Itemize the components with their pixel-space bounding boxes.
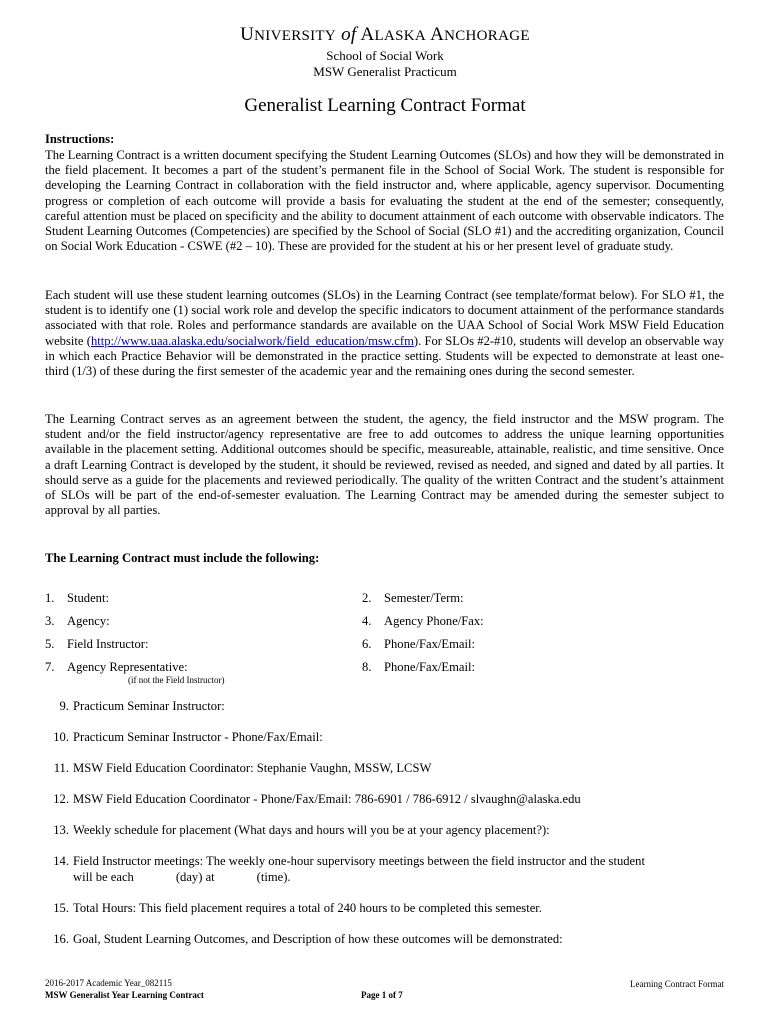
footer-document-label: Learning Contract Format [630, 979, 724, 989]
item-text: Practicum Seminar Instructor: [73, 699, 225, 713]
paragraph-text: The Learning Contract serves as an agreement between the student, the agency, the field instructor and the MSW program. The student and/or the field instructor/agency representative are free to add outcomes to address the unique learning opportunities available in the placement setting. Additional outcomes should be specific, measureable, attainable, realistic, and time sensitive. Once a draft Learning Contract is developed by the student, it should be reviewed, revised as needed, and signed and dated by all parties. It should serve as a guide for the placements and reviewed periodically. The quality of the written Contract and the student’s attainment of SLOs will be part of the end-of-semester evaluation. The Learning Contract may be amended during the semester subject to approval by all parties. [45, 412, 724, 518]
list-item [45, 791, 724, 807]
school-name: School of Social Work [326, 48, 444, 63]
univ-rest-nchorage: NCHORAGE [444, 28, 530, 44]
list-item [45, 853, 724, 885]
instructions-paragraph-2 [45, 288, 724, 379]
field-label: Agency Representative: [67, 660, 188, 674]
footer-page-number: Page 1 of 7 [361, 990, 403, 1000]
item-number: 14. [53, 854, 69, 868]
field-number: 3. [45, 614, 55, 628]
list-item [45, 698, 724, 714]
univ-rest-laska: LASKA [374, 28, 427, 44]
list-item [45, 822, 724, 838]
must-include-heading: The Learning Contract must include the following: [45, 551, 320, 565]
field-student [45, 591, 109, 606]
field-label: Field Instructor: [67, 637, 149, 651]
program-name: MSW Generalist Practicum [313, 64, 457, 79]
paragraph-text: ). For SLOs #2-#10, students will develop an observable way in which each Practice Behavior will be demonstrated in the practice setting. Students will be expected to demonstrate at least one-third (1/3) of these during the first semester of the academic year and the remaining ones during the second semester. [45, 333, 724, 379]
item-text [73, 853, 724, 885]
field-number: 8. [362, 660, 372, 674]
university-name [0, 24, 770, 46]
list-item [45, 729, 724, 745]
field-number: 1. [45, 591, 55, 605]
field-field-instructor [45, 637, 149, 652]
field-label: Student: [67, 591, 109, 605]
item-text-fragment: (time). [256, 870, 291, 884]
field-label: Phone/Fax/Email: [384, 637, 475, 651]
field-label: Agency: [67, 614, 110, 628]
univ-cap-a2: A [430, 24, 445, 45]
item-text: Goal, Student Learning Outcomes, and Description of how these outcomes will be demonstrated: [73, 932, 563, 946]
item-number: 16. [53, 932, 69, 946]
univ-rest-niversity: NIVERSITY [254, 28, 337, 44]
item-number: 9. [59, 699, 69, 713]
univ-cap-u: U [240, 24, 255, 45]
instructions-paragraph-1 [45, 148, 724, 254]
item-text: Practicum Seminar Instructor - Phone/Fax/Email: [73, 730, 323, 744]
field-label: Semester/Term: [384, 591, 464, 605]
item-text-line: Field Instructor meetings: The weekly one-hour supervisory meetings between the field instructor and the student [73, 854, 645, 868]
item-text-fragment: (day) at [175, 870, 215, 884]
agency-representative-note: (if not the Field Instructor) [128, 675, 225, 685]
paragraph-text: The Learning Contract is a written document specifying the Student Learning Outcomes (SLOs) and how they will be demonstrated in the field placement. It becomes a part of the student’s permanent file in the School of Social Work. The student is responsible for developing the Learning Contract in collaboration with the field instructor and, where applicable, agency supervisor. Documenting progress or completion of each outcome will provide a basis for evaluating the student at the end of the semester; consequently, careful attention must be placed on specificity and the ability to document attainment of each outcome with observable indicators. The Student Learning Outcomes (Competencies) are specified by the School of Social (SLO #1) and the accrediting organization, Council on Social Work Education - CSWE (#2 – 10). These are provided for the student at his or her present level of graduate study. [45, 148, 724, 254]
list-item [45, 760, 724, 776]
instructions-heading: Instructions: [45, 132, 115, 146]
list-item [45, 931, 724, 947]
univ-cap-a1: A [360, 24, 375, 45]
field-agency-phone-fax [362, 614, 484, 629]
item-text: MSW Field Education Coordinator: Stephanie Vaughn, MSSW, LCSW [73, 761, 432, 775]
item-text: Weekly schedule for placement (What days and hours will you be at your agency placement?): [73, 823, 550, 837]
field-instructor-phone-fax-email [362, 637, 475, 652]
field-semester-term [362, 591, 464, 606]
field-number: 6. [362, 637, 372, 651]
paragraph-text: Each student will use these student learning outcomes (SLOs) in the Learning Contract (see template/format below). For SLO #1, the student is to identify one (1) social work role and develop the specific indicators to document attainment of the performance standards associated with that role. Roles and performance standards are available on the UAA School of Social Work MSW Field Education website ( [45, 288, 724, 348]
field-agency-representative [45, 660, 188, 675]
field-agency [45, 614, 110, 629]
item-number: 12. [53, 792, 69, 806]
field-number: 7. [45, 660, 55, 674]
list-item [45, 900, 724, 916]
item-text: Total Hours: This field placement requires a total of 240 hours to be completed this semester. [73, 901, 542, 915]
instructions-paragraph-3 [45, 412, 724, 518]
item-number: 15. [53, 901, 69, 915]
field-number: 2. [362, 591, 372, 605]
item-number: 10. [53, 730, 69, 744]
field-education-link[interactable]: http://www.uaa.alaska.edu/socialwork/field_education/msw.cfm [90, 333, 414, 348]
field-label: Agency Phone/Fax: [384, 614, 484, 628]
item-text: MSW Field Education Coordinator - Phone/Fax/Email: 786-6901 / 786-6912 / slvaughn@alaska.edu [73, 792, 581, 806]
field-representative-phone-fax-email [362, 660, 475, 675]
page-title: Generalist Learning Contract Format [244, 95, 526, 116]
footer-academic-year: 2016-2017 Academic Year_082115 [45, 978, 172, 988]
item-text-fragment: will be each [73, 870, 134, 884]
field-label: Phone/Fax/Email: [384, 660, 475, 674]
footer-document-name: MSW Generalist Year Learning Contract [45, 990, 204, 1000]
field-number: 5. [45, 637, 55, 651]
field-number: 4. [362, 614, 372, 628]
item-number: 13. [53, 823, 69, 837]
item-number: 11. [53, 761, 69, 775]
univ-of: of [341, 24, 357, 45]
